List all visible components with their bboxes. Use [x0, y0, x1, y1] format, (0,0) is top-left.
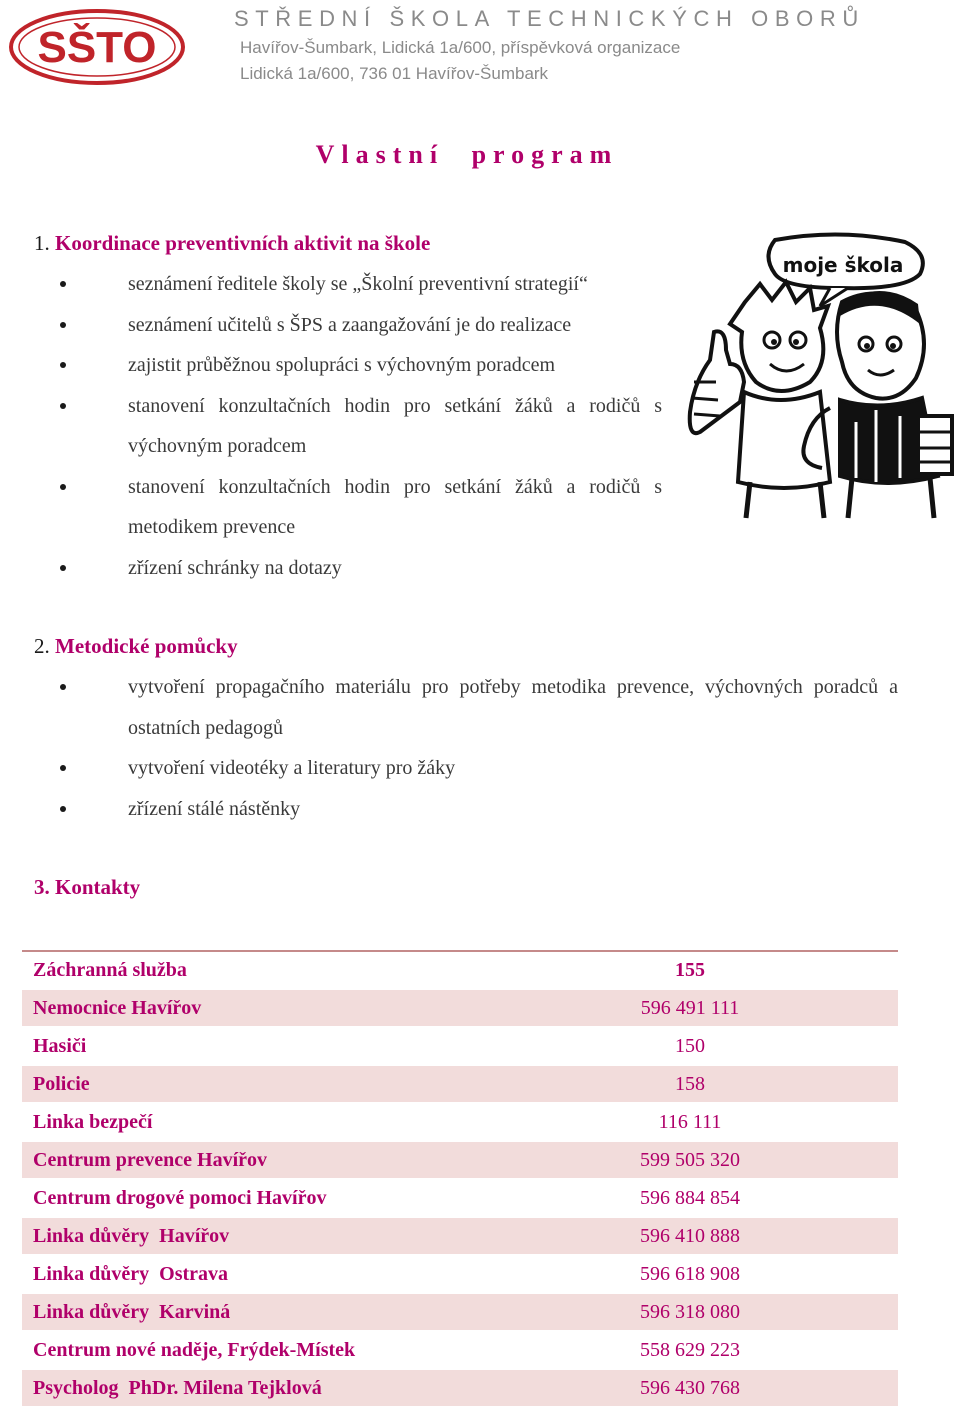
- contact-number: 158: [675, 1072, 705, 1095]
- table-row: [22, 990, 898, 1028]
- contact-number: 596 430 768: [640, 1376, 740, 1399]
- contacts-table: [22, 950, 898, 1408]
- contact-name: Nemocnice Havířov: [33, 996, 202, 1019]
- section-number-2: 2.: [34, 634, 50, 658]
- table-row: [22, 1218, 898, 1256]
- school-address-line1: Havířov-Šumbark, Lidická 1a/600, příspěvková organizace: [240, 38, 681, 57]
- contact-name: Linka důvěry Karviná: [33, 1300, 231, 1323]
- contact-name: Centrum nové naděje, Frýdek-Místek: [33, 1338, 356, 1361]
- contact-number: 558 629 223: [640, 1338, 740, 1361]
- list-item: vytvoření videotéky a literatury pro žáky: [92, 748, 898, 789]
- school-name: STŘEDNÍ ŠKOLA TECHNICKÝCH OBORŮ: [234, 6, 865, 31]
- logo-text: SŠTO: [37, 23, 157, 72]
- section-title-2: Metodické pomůcky: [55, 634, 238, 658]
- list-item: seznámení učitelů s ŠPS a zaangažování je do realizace: [92, 305, 662, 346]
- contact-number: 596 618 908: [640, 1262, 740, 1285]
- list-item: zajistit průběžnou spolupráci s výchovným poradcem: [92, 345, 662, 386]
- speech-bubble-text: moje škola: [782, 253, 904, 277]
- contact-number: 155: [675, 958, 705, 981]
- contact-name: Linka důvěry Havířov: [33, 1224, 230, 1247]
- contact-name: Hasiči: [33, 1034, 87, 1057]
- contact-name: Centrum drogové pomoci Havířov: [33, 1186, 327, 1209]
- table-row: [22, 1294, 898, 1332]
- table-row: [22, 1142, 898, 1180]
- contact-name: Psycholog PhDr. Milena Tejklová: [33, 1376, 322, 1399]
- list-item: vytvoření propagačního materiálu pro potřeby metodika prevence, výchovných poradců a ostatních pedagogů: [92, 667, 898, 748]
- section-heading-2: [34, 634, 238, 659]
- school-logo: [8, 8, 186, 86]
- contact-number: 596 491 111: [640, 996, 740, 1019]
- table-row: [22, 1370, 898, 1408]
- section-2-list: [92, 667, 898, 829]
- students-illustration-icon: [680, 232, 960, 524]
- table-row: [22, 1104, 898, 1142]
- school-address-line2: Lidická 1a/600, 736 01 Havířov-Šumbark: [240, 64, 549, 83]
- contact-number: 599 505 320: [640, 1148, 740, 1171]
- contact-name: Linka bezpečí: [33, 1110, 153, 1133]
- contact-number: 116 111: [658, 1110, 722, 1133]
- contact-number: 596 884 854: [640, 1186, 740, 1209]
- section-heading-1: [34, 231, 430, 256]
- section-heading-3: [34, 875, 140, 900]
- section-number-3: 3.: [34, 875, 50, 899]
- list-item: zřízení schránky na dotazy: [92, 548, 662, 589]
- list-item: stanovení konzultačních hodin pro setkání žáků a rodičů s metodikem prevence: [92, 467, 662, 548]
- list-item: stanovení konzultačních hodin pro setkání žáků a rodičů s výchovným poradcem: [92, 386, 662, 467]
- contact-number: 596 410 888: [640, 1224, 740, 1247]
- contact-number: 596 318 080: [640, 1300, 740, 1323]
- table-row: [22, 1028, 898, 1066]
- table-row: [22, 1332, 898, 1370]
- table-row: [22, 1066, 898, 1104]
- contact-number: 150: [675, 1034, 705, 1057]
- list-item: seznámení ředitele školy se „Školní preventivní strategií“: [92, 264, 662, 305]
- page-title: Vlastní program: [315, 140, 619, 169]
- table-row: [22, 1180, 898, 1218]
- contact-name: Linka důvěry Ostrava: [33, 1262, 229, 1285]
- contact-name: Centrum prevence Havířov: [33, 1148, 268, 1171]
- section-title-1: Koordinace preventivních aktivit na škole: [55, 231, 431, 255]
- section-number-1: 1.: [34, 231, 50, 255]
- list-item: zřízení stálé nástěnky: [92, 789, 898, 830]
- section-1-list: [92, 264, 662, 588]
- table-row: [22, 952, 898, 990]
- section-title-3: Kontakty: [55, 875, 141, 899]
- contact-name: Policie: [33, 1072, 90, 1095]
- table-row: [22, 1256, 898, 1294]
- contact-name: Záchranná služba: [33, 958, 187, 981]
